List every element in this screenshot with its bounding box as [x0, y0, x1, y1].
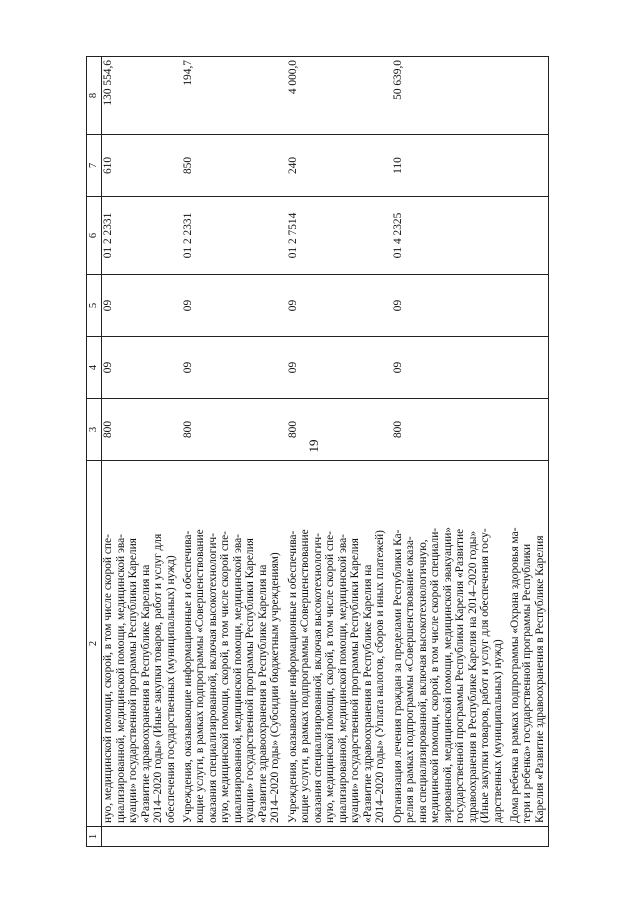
amount-cell — [509, 57, 549, 135]
budget-table — [86, 56, 549, 847]
description-line: ния специализированной, включая высокотехнологичную, — [416, 539, 429, 823]
description-line: медицинской помощи, скорой, в том числе скорой специали- — [429, 527, 441, 823]
description-line: 2014–2020 годы» (Уплата налогов, сборов и иных платежей) — [374, 530, 386, 823]
description-cell — [102, 461, 182, 827]
code-cell: 09 — [182, 275, 287, 337]
code-cell — [509, 337, 549, 399]
description-line: куации» государственной программы Республики Карелия — [349, 538, 361, 823]
code-cell: 09 — [102, 337, 182, 399]
code-cell: 09 — [287, 275, 392, 337]
column-header: 2 — [87, 461, 102, 827]
description-line: ную, медицинской помощи, скорой, в том числе скорой спе- — [219, 531, 231, 823]
column-header: 1 — [87, 827, 102, 847]
description-line: циализированной, медицинской помощи, медицинской эва- — [336, 534, 349, 823]
column-header: 7 — [87, 135, 102, 197]
description-cell — [287, 461, 392, 827]
description-line: куации» государственной программы Республики Карелия — [244, 538, 256, 823]
code-cell: 09 — [182, 337, 287, 399]
description-line: циализированной, медицинской помощи, медицинской эва- — [231, 534, 244, 823]
code-cell — [509, 135, 549, 197]
column-header: 8 — [87, 57, 102, 135]
code-cell: 01 2 7514 — [287, 197, 392, 275]
code-cell: 850 — [182, 135, 287, 197]
description-line: обеспечения государственных (муниципальных) нужд) — [164, 555, 177, 823]
column-header: 6 — [87, 197, 102, 275]
code-cell — [509, 399, 549, 461]
description-line: Учреждения, оказывающие информационные и обеспечива- — [181, 530, 194, 823]
column-header: 4 — [87, 337, 102, 399]
description-line: «Развитие здравоохранения в Республике Карелия на — [361, 564, 374, 823]
description-line: тери и ребенка» государственной программы Республики — [521, 543, 533, 823]
amount-cell: 130 554,6 — [102, 57, 182, 135]
description-line: 2014–2020 годы» (Иные закупки товаров, работ и услуг для — [152, 533, 164, 823]
description-line: 2014–2020 годы» (Субсидии бюджетным учреждениям) — [269, 552, 281, 823]
amount-cell: 50 639,0 — [392, 57, 509, 135]
code-cell: 09 — [392, 337, 509, 399]
code-cell: 240 — [287, 135, 392, 197]
code-cell: 01 4 2325 — [392, 197, 509, 275]
row-index-cell — [287, 827, 392, 847]
row-index-cell — [102, 827, 182, 847]
code-cell — [509, 197, 549, 275]
description-line: государственной программы Республики Карелия «Развитие — [454, 528, 466, 823]
code-cell: 09 — [102, 275, 182, 337]
description-cell — [392, 461, 509, 827]
table-row — [392, 57, 509, 847]
description-line: релия в рамках подпрограммы «Совершенствование оказа- — [404, 536, 416, 823]
description-line: куации» государственной программы Республики Карелия — [127, 538, 139, 823]
description-line: зированной, медицинской помощи, медицинской эвакуации» — [441, 527, 454, 823]
description-line: ную, медицинской помощи, скорой, в том числе скорой спе- — [324, 531, 336, 823]
column-header: 3 — [87, 399, 102, 461]
description-line: Карелия «Развитие здравоохранения в Республике Карелия — [533, 535, 546, 823]
description-line: ющие услуги, в рамках подпрограммы «Совершенствование — [299, 529, 311, 823]
code-cell: 09 — [392, 275, 509, 337]
description-line: оказания специализированной, включая высокотехнологич- — [311, 533, 324, 823]
description-line: «Развитие здравоохранения в Республике Карелия на — [139, 564, 152, 823]
table-row — [287, 57, 392, 847]
code-cell: 800 — [182, 399, 287, 461]
description-line: Организация лечения граждан за пределами Республики Ка- — [391, 529, 404, 823]
amount-cell: 4 000,0 — [287, 57, 392, 135]
description-line: нуо, медицинской помощи, скорой, в том числе скорой спе- — [102, 534, 114, 823]
code-cell: 800 — [102, 399, 182, 461]
column-header: 5 — [87, 275, 102, 337]
code-cell: 610 — [102, 135, 182, 197]
page-number: 19 — [306, 439, 321, 453]
description-line: Дома ребенка в рамках подпрограммы «Охрана здоровья ма- — [508, 527, 521, 823]
row-index-cell — [392, 827, 509, 847]
code-cell: 01 2 2331 — [102, 197, 182, 275]
description-line: циализированной, медицинской помощи, медицинской эва- — [114, 534, 127, 823]
code-cell: 09 — [287, 337, 392, 399]
code-cell: 800 — [287, 399, 392, 461]
table-row — [182, 57, 287, 847]
code-cell: 01 2 2331 — [182, 197, 287, 275]
row-index-cell — [509, 827, 549, 847]
description-line: Учреждения, оказывающие информационные и обеспечива- — [286, 530, 299, 823]
code-cell — [509, 275, 549, 337]
row-index-cell — [182, 827, 287, 847]
code-cell: 110 — [392, 135, 509, 197]
description-cell — [182, 461, 287, 827]
table-row — [509, 57, 549, 847]
description-line: дарственных (муниципальных) нужд) — [491, 639, 504, 823]
rotated-page-content — [86, 57, 626, 847]
table-row — [102, 57, 182, 847]
description-line: здравоохранения в Республике Карелия на 2014–2020 годы» — [466, 530, 479, 823]
description-line: оказания специализированной, включая высокотехнологич- — [206, 533, 219, 823]
column-number-row — [87, 57, 102, 847]
description-line: «Развитие здравоохранения в Республике Карелия на — [256, 564, 269, 823]
description-cell — [509, 461, 549, 827]
amount-cell: 194,7 — [182, 57, 287, 135]
description-line: ющие услуги, в рамках подпрограммы «Совершенствование — [194, 529, 206, 823]
code-cell: 800 — [392, 399, 509, 461]
description-line: (Иные закупки товаров, работ и услуг для обеспечения госу- — [479, 528, 491, 823]
